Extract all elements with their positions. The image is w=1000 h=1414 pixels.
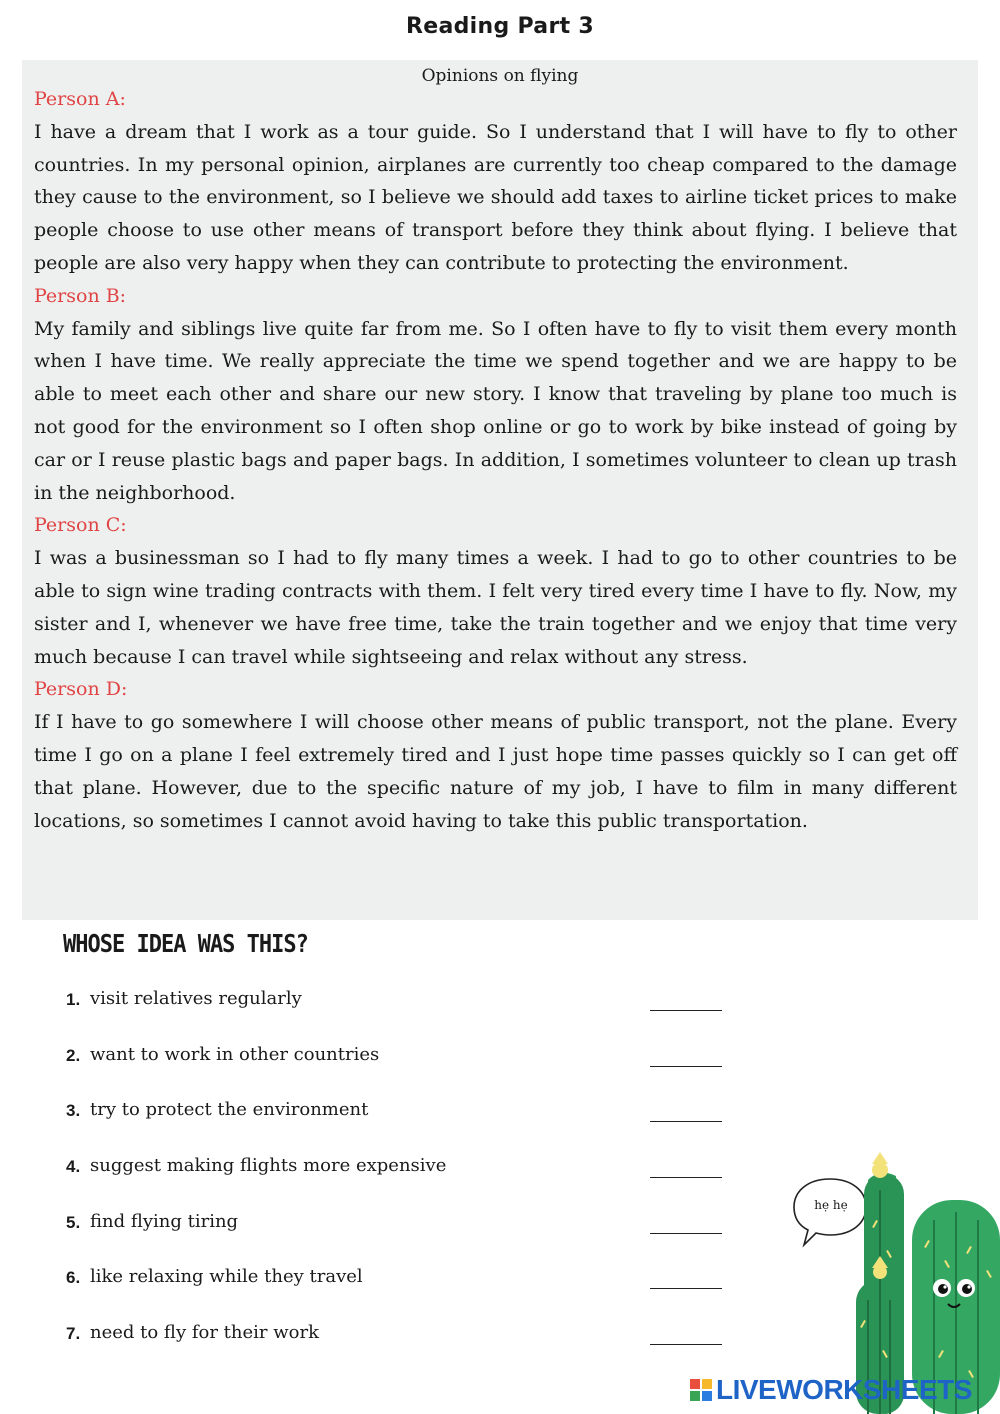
page-title: Reading Part 3 — [406, 14, 594, 39]
question-number: 3. — [66, 1101, 81, 1121]
question-text: suggest making flights more expensive — [90, 1155, 447, 1177]
question-item — [66, 1095, 766, 1151]
reading-passage-box — [22, 60, 978, 920]
passage-subtitle: Opinions on flying — [421, 66, 579, 86]
question-list — [66, 984, 766, 1374]
answer-blank-2[interactable] — [650, 1048, 722, 1067]
question-number: 7. — [66, 1324, 81, 1344]
question-text: want to work in other countries — [90, 1043, 380, 1065]
question-item — [66, 1262, 766, 1318]
question-item — [66, 1318, 766, 1374]
liveworksheets-logo-text: LIVEWORKSHEETS — [716, 1374, 972, 1405]
question-number: 1. — [66, 990, 81, 1009]
question-number: 4. — [66, 1157, 81, 1177]
speech-bubble-text: hẹ hẹ — [814, 1198, 848, 1212]
question-item — [66, 1040, 766, 1096]
person-c-label: Person C: — [34, 514, 127, 537]
question-item — [66, 1207, 766, 1263]
answer-blank-5[interactable] — [650, 1215, 722, 1234]
question-text: like relaxing while they travel — [90, 1266, 363, 1288]
question-text: need to fly for their work — [90, 1322, 319, 1344]
person-a-label: Person A: — [34, 88, 126, 110]
question-item — [66, 984, 766, 1040]
question-item — [66, 1151, 766, 1207]
question-number: 2. — [66, 1045, 81, 1065]
liveworksheets-logo-icon — [690, 1379, 712, 1401]
answer-blank-3[interactable] — [650, 1103, 722, 1122]
person-c-text: I was a businessman so I had to fly many times a week. I had to go to other countries to be able to sign wine trading contracts with them. I felt very tired every time I have to fly. Now, my sister and I, whenever we have free time, take the train together and we enjoy that time very much because I can travel while sightseeing and relax without any stress. — [34, 547, 957, 668]
person-b-text: My family and siblings live quite far from me. So I often have to fly to visit them every month when I have time. We really appreciate the time we spend together and we are happy to be able to meet each other and share our new story. I know that traveling by plane too much is not good for the environment so I often shop online or go to work by bike instead of going by car or I reuse plastic bags and paper bags. In addition, I sometimes volunteer to clean up trash in the neighborhood. — [34, 317, 957, 504]
answer-blank-1[interactable] — [650, 992, 722, 1011]
answer-blank-6[interactable] — [650, 1270, 722, 1289]
question-text: try to protect the environment — [90, 1099, 369, 1121]
question-text: visit relatives regularly — [90, 988, 302, 1009]
liveworksheets-logo[interactable] — [690, 1375, 972, 1405]
person-a-text: I have a dream that I work as a tour guide. So I understand that I will have to fly to other countries. In my personal opinion, airplanes are currently too cheap compared to the damage they cause to the environment, so I believe we should add taxes to airline ticket prices to make people choose to use other means of transport before they think about flying. I believe that people are also very happy when they can contribute to protecting the environment. — [34, 120, 957, 274]
person-b-label: Person B: — [34, 284, 127, 307]
answer-blank-7[interactable] — [650, 1326, 722, 1345]
question-number: 5. — [66, 1212, 81, 1232]
person-d-text: If I have to go somewhere I will choose other means of public transport, not the plane. Every time I go on a plane I feel extremely tired and I just hope time passes quickly so I can get off that plane. However, due to the specific nature of my job, I have to film in many different locations, so sometimes I cannot avoid having to take this public transportation. — [34, 711, 957, 832]
passage-text — [34, 83, 957, 837]
answer-blank-4[interactable] — [650, 1159, 722, 1178]
questions-heading: WHOSE IDEA WAS THIS? — [63, 930, 308, 959]
question-text: find flying tiring — [90, 1210, 239, 1232]
question-number: 6. — [66, 1268, 81, 1288]
person-d-label: Person D: — [34, 678, 128, 701]
